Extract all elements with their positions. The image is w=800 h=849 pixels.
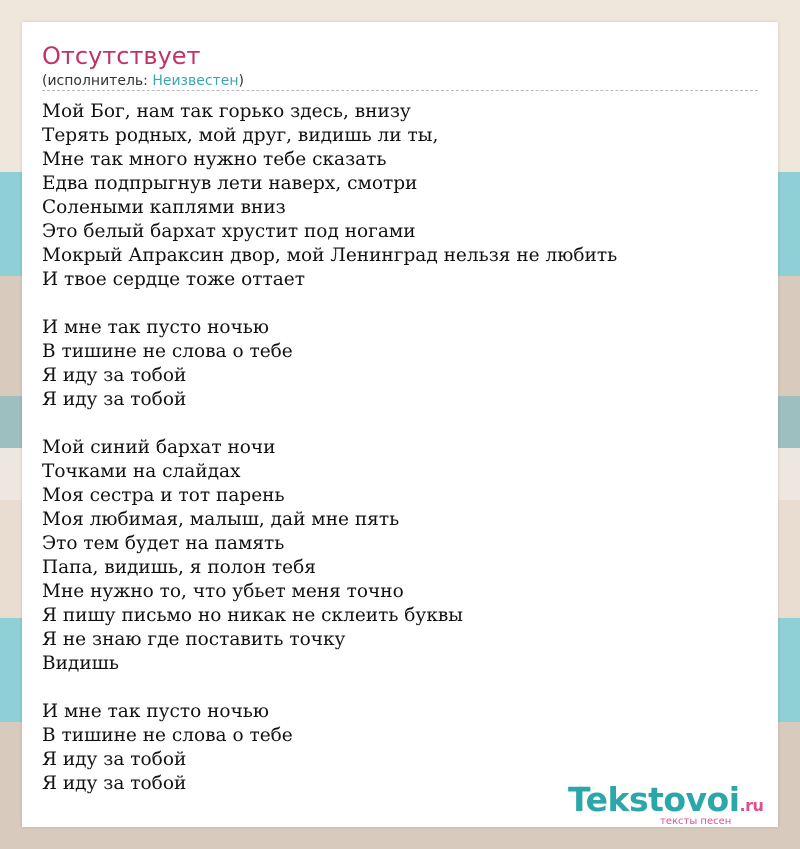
lyric-line: Едва подпрыгнув лети наверх, смотри	[42, 173, 418, 194]
lyric-line: И мне так пусто ночью	[42, 701, 269, 722]
artist-prefix: (исполнитель:	[42, 73, 153, 89]
lyric-line: В тишине не слова о тебе	[42, 341, 293, 362]
lyric-line: Мой Бог, нам так горько здесь, внизу	[42, 101, 411, 122]
lyric-line: Видишь	[42, 653, 119, 674]
lyric-line: Это тем будет на память	[42, 533, 285, 554]
lyrics-stanza-4	[42, 700, 617, 796]
lyric-line: Я иду за тобой	[42, 773, 187, 794]
lyrics-stanza-1	[42, 100, 617, 292]
lyric-line: В тишине не слова о тебе	[42, 725, 293, 746]
song-title: Отсутствует	[42, 42, 201, 70]
lyrics-stanza-3	[42, 436, 617, 676]
logo-subtitle: тексты песен	[660, 816, 732, 827]
lyric-line: Мне так много нужно тебе сказать	[42, 149, 387, 170]
lyric-line: Я иду за тобой	[42, 389, 187, 410]
lyric-line: И мне так пусто ночью	[42, 317, 269, 338]
lyric-line: Точками на слайдах	[42, 461, 241, 482]
lyric-line: Я иду за тобой	[42, 365, 187, 386]
lyric-line: Я пишу письмо но никак не склеить буквы	[42, 605, 464, 626]
artist-suffix: )	[238, 73, 244, 89]
logo-main-text: Tekstovoi	[568, 780, 740, 819]
site-logo[interactable]	[568, 782, 778, 828]
title-divider	[42, 90, 758, 91]
lyric-line: Терять родных, мой друг, видишь ли ты,	[42, 125, 439, 146]
lyric-line: Я иду за тобой	[42, 749, 187, 770]
lyrics-text	[42, 100, 617, 820]
lyric-line: Моя сестра и тот парень	[42, 485, 285, 506]
lyric-line: Мой синий бархат ночи	[42, 437, 276, 458]
lyric-line: Моя любимая, малыш, дай мне пять	[42, 509, 400, 530]
lyrics-stanza-2	[42, 316, 617, 412]
artist-link[interactable]: Неизвестен	[152, 73, 239, 89]
logo-domain-suffix: .ru	[739, 796, 764, 815]
lyric-line: Это белый бархат хрустит под ногами	[42, 221, 416, 242]
lyric-line: И твое сердце тоже оттает	[42, 269, 305, 290]
lyric-line: Солеными каплями вниз	[42, 197, 286, 218]
lyric-line: Мокрый Апраксин двор, мой Ленинград нельзя не любить	[42, 245, 618, 266]
lyrics-card	[22, 22, 778, 827]
lyric-line: Я не знаю где поставить точку	[42, 629, 346, 650]
lyric-line: Мне нужно то, что убьет меня точно	[42, 581, 404, 602]
lyric-line: Папа, видишь, я полон тебя	[42, 557, 316, 578]
artist-line	[42, 72, 244, 90]
